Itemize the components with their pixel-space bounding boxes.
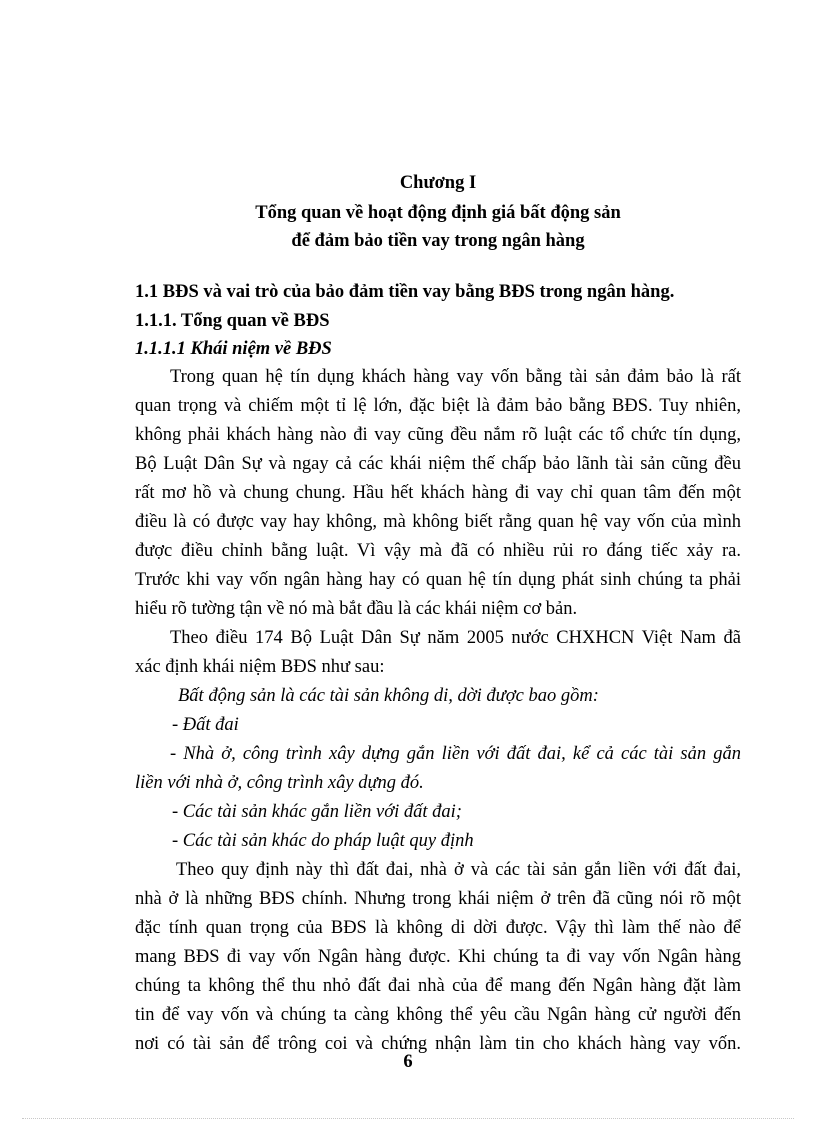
- paragraph-line: tin để vay vốn và chúng ta càng không thể yêu cầu Ngân hàng cử người đến: [135, 1005, 741, 1025]
- quote-item: - Nhà ở, công trình xây dựng gắn liền với đất đai, kể cả các tài sản gắn: [170, 744, 741, 764]
- paragraph-line: chúng ta không thể thu nhỏ đất đai nhà của để mang đến Ngân hàng đặt làm: [135, 976, 741, 996]
- section-heading-1-1: 1.1 BĐS và vai trò của bảo đảm tiền vay bằng BĐS trong ngân hàng.: [135, 282, 675, 302]
- paragraph-line: không phải khách hàng nào đi vay cũng đều nắm rõ luật các tổ chức tín dụng,: [135, 425, 741, 445]
- page-bottom-rule: [22, 1118, 794, 1119]
- paragraph-line: quan trọng và chiếm một tỉ lệ lớn, đặc biệt là đảm bảo bằng BĐS. Tuy nhiên,: [135, 396, 741, 416]
- quote-item: - Các tài sản khác do pháp luật quy định: [172, 831, 474, 851]
- chapter-label: Chương I: [399, 173, 477, 193]
- paragraph-line: điều là có được vay hay không, mà không biết rằng quan hệ vay vốn của mình: [135, 512, 741, 532]
- paragraph-line: đặc tính quan trọng của BĐS là không di dời được. Vậy thì làm thế nào để: [135, 918, 741, 938]
- page-number: 6: [403, 1052, 413, 1072]
- paragraph-line: được điều chỉnh bằng luật. Vì vậy mà đã có nhiều rủi ro đáng tiếc xảy ra.: [135, 541, 741, 561]
- paragraph-line: nhà ở là những BĐS chính. Nhưng trong khái niệm ở trên đã cũng nói rõ một: [135, 889, 741, 909]
- paragraph-line: Trong quan hệ tín dụng khách hàng vay vốn bằng tài sản đảm bảo là rất: [170, 367, 741, 387]
- paragraph-line: xác định khái niệm BĐS như sau:: [135, 657, 385, 677]
- paragraph-line: hiểu rõ tường tận về nó mà bắt đầu là các khái niệm cơ bản.: [135, 599, 578, 619]
- paragraph-line: mang BĐS đi vay vốn Ngân hàng được. Khi chúng ta đi vay vốn Ngân hàng: [135, 947, 741, 967]
- paragraph-line: Theo điều 174 Bộ Luật Dân Sự năm 2005 nước CHXHCN Việt Nam đã: [170, 628, 741, 648]
- paragraph-line: Theo quy định này thì đất đai, nhà ở và các tài sản gắn liền với đất đai,: [176, 860, 741, 880]
- paragraph-line: nơi có tài sản để trông coi và chứng nhận làm tin cho khách hàng vay vốn.: [135, 1034, 741, 1054]
- chapter-title-line-1: Tổng quan về hoạt động định giá bất động sản: [255, 203, 621, 223]
- section-heading-1-1-1: 1.1.1. Tổng quan về BĐS: [135, 311, 330, 331]
- paragraph-line: Bộ Luật Dân Sự và ngay cả các khái niệm thế chấp bảo lãnh tài sản cũng đều: [135, 454, 741, 474]
- paragraph-line: Trước khi vay vốn ngân hàng hay có quan hệ tín dụng phát sinh chúng ta phải: [135, 570, 741, 590]
- quote-intro: Bất động sản là các tài sản không di, dời được bao gồm:: [178, 686, 599, 706]
- section-heading-1-1-1-1: 1.1.1.1 Khái niệm về BĐS: [135, 339, 332, 359]
- paragraph-line: rất mơ hồ và chung chung. Hầu hết khách hàng đi vay chỉ quan tâm đến một: [135, 483, 741, 503]
- quote-item: liền với nhà ở, công trình xây dựng đó.: [135, 773, 424, 793]
- chapter-title-line-2: để đảm bảo tiền vay trong ngân hàng: [291, 231, 585, 251]
- quote-item: - Các tài sản khác gắn liền với đất đai;: [172, 802, 462, 822]
- quote-item: - Đất đai: [172, 715, 239, 735]
